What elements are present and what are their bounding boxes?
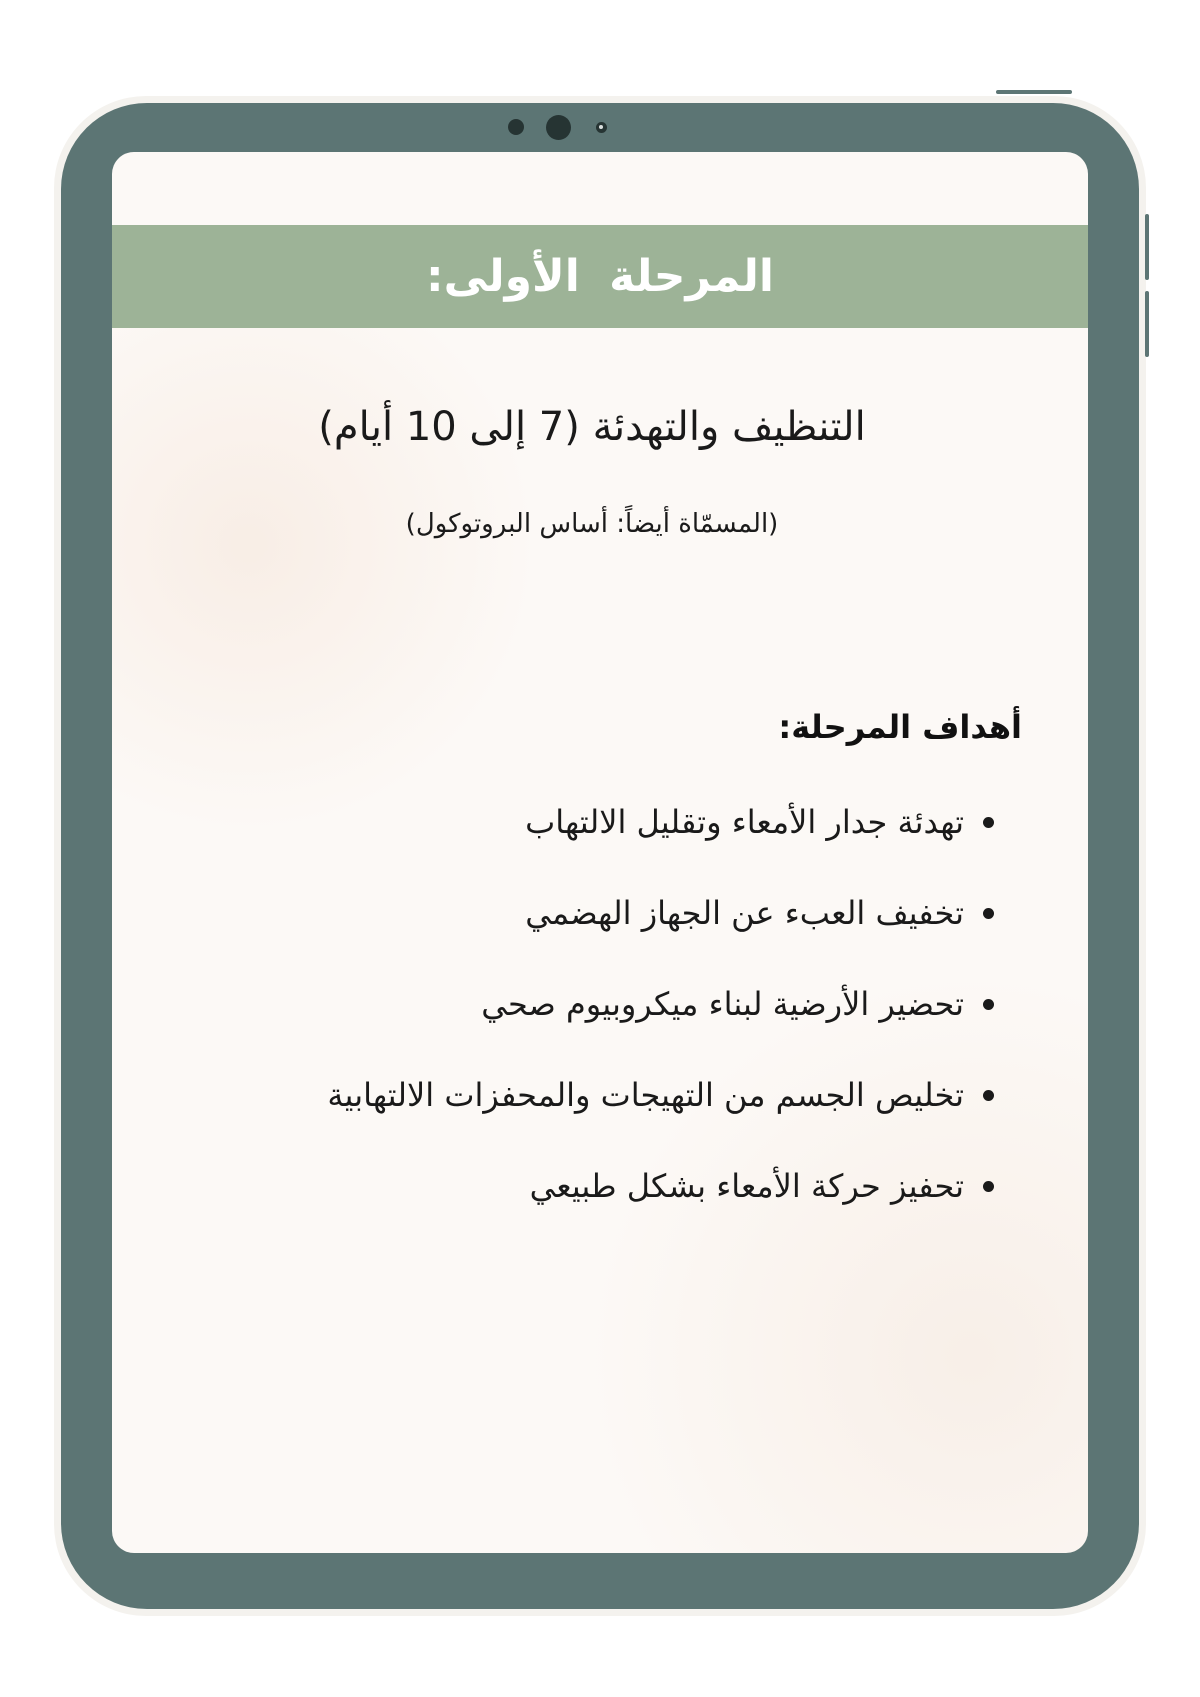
list-item (134, 1065, 994, 1156)
list-item (134, 974, 994, 1065)
list-item-text: تهدئة جدار الأمعاء وتقليل الالتهاب (525, 803, 964, 841)
bullet-icon (983, 999, 994, 1010)
list-item-text: تخليص الجسم من التهيجات والمحفزات الالتهابية (327, 1076, 964, 1114)
bullet-icon (983, 908, 994, 919)
phase-subtitle: (المسمّاة أيضاً: أساس البروتوكول) (405, 509, 779, 539)
bullet-icon (983, 1181, 994, 1192)
tablet-volume-down-button (1145, 291, 1149, 357)
tablet-screen (112, 152, 1088, 1553)
goals-list (134, 792, 994, 1247)
sensor-dot-icon (508, 119, 524, 135)
list-item (134, 1156, 994, 1247)
list-item-text: تخفيف العبء عن الجهاز الهضمي (525, 894, 964, 932)
page-title: المرحلة الأولى: (426, 251, 774, 302)
camera-flash-icon (596, 122, 607, 133)
header-band (112, 225, 1088, 328)
list-item (134, 883, 994, 974)
list-item-text: تحفيز حركة الأمعاء بشكل طبيعي (529, 1167, 964, 1205)
tablet-power-button (996, 90, 1072, 94)
phase-title: التنظيف والتهدئة (7 إلى 10 أيام) (318, 404, 866, 450)
list-item (134, 792, 994, 883)
bullet-icon (983, 1090, 994, 1101)
bullet-icon (983, 817, 994, 828)
list-item-text: تحضير الأرضية لبناء ميكروبيوم صحي (481, 985, 964, 1023)
front-camera-icon (546, 115, 571, 140)
tablet-volume-up-button (1145, 214, 1149, 280)
goals-heading: أهداف المرحلة: (778, 708, 1022, 746)
